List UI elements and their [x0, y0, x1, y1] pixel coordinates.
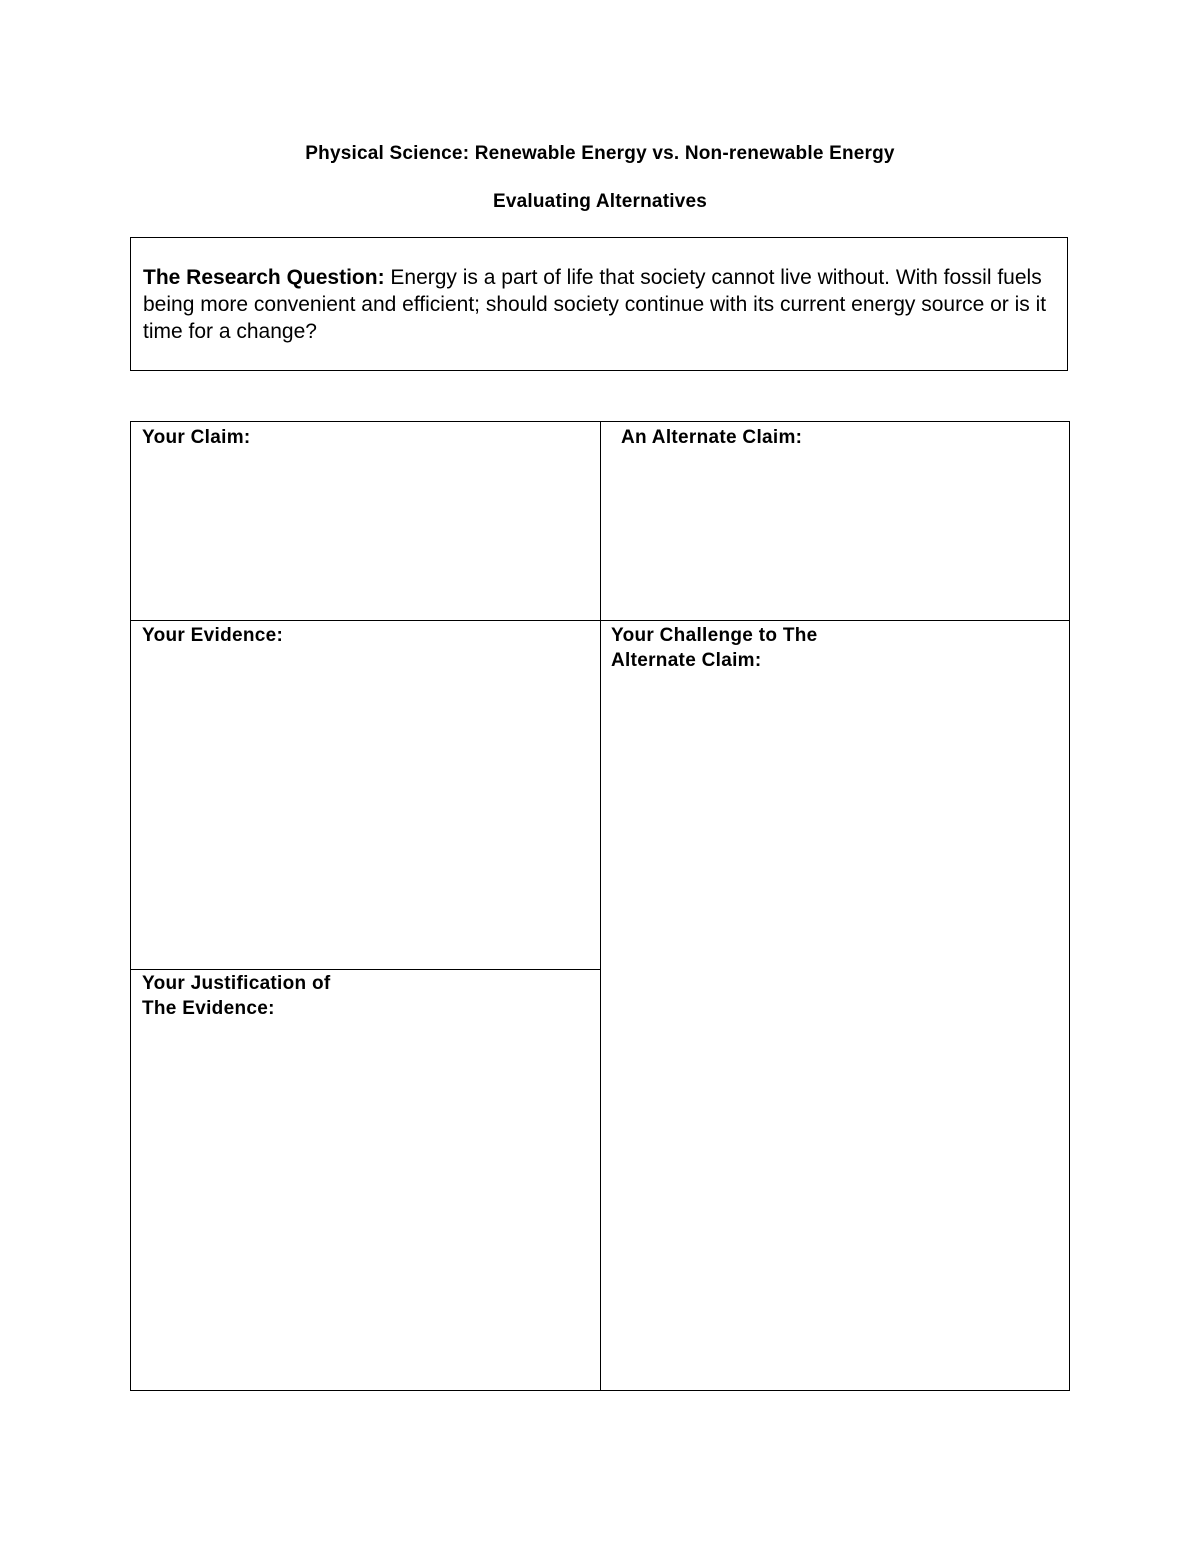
document-title: Physical Science: Renewable Energy vs. Non-renewable Energy — [305, 143, 895, 164]
row-divider-left — [131, 969, 601, 970]
research-question-text: Energy is a part of life that society cannot live without. With fossil fuels being more convenient and efficient; should society continue with its current energy source or is it time for a change? — [143, 266, 1047, 343]
row-divider-top — [131, 620, 1069, 621]
research-question-label: The Research Question: — [143, 266, 385, 289]
claim-evidence-organizer — [130, 421, 1070, 1391]
your-claim-label: Your Claim: — [142, 427, 251, 448]
challenge-label: Your Challenge to The Alternate Claim: — [611, 625, 818, 671]
column-divider — [600, 422, 601, 1390]
document-subtitle: Evaluating Alternatives — [492, 191, 708, 212]
your-evidence-label: Your Evidence: — [142, 625, 284, 646]
alternate-claim-label: An Alternate Claim: — [621, 427, 803, 448]
justification-label: Your Justification of The Evidence: — [142, 973, 331, 1019]
research-question-box — [130, 237, 1068, 371]
